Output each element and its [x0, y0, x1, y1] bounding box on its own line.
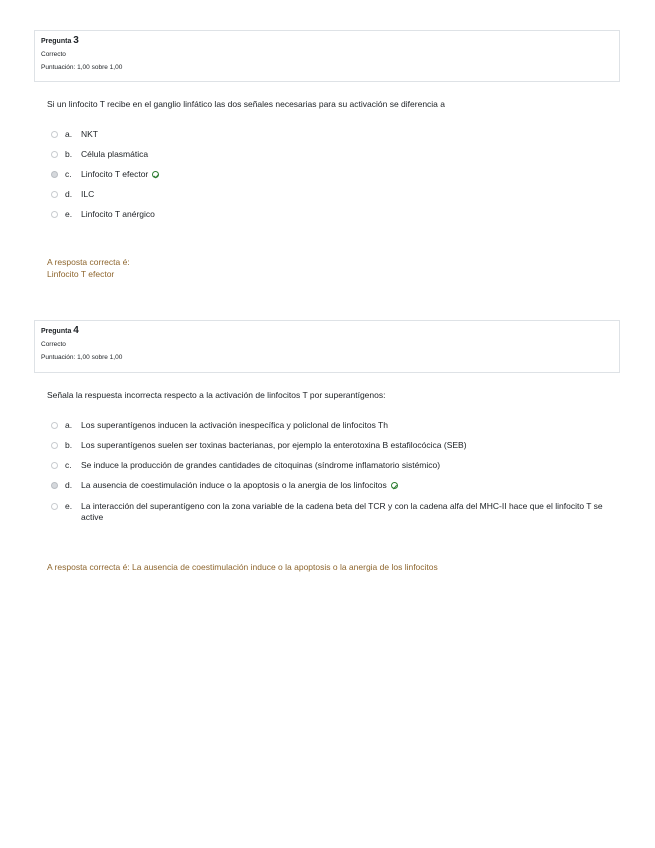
radio-button[interactable]: [51, 131, 58, 138]
option-letter: c.: [65, 460, 72, 470]
answer-option-b[interactable]: [51, 149, 621, 160]
feedback-answer: Linfocito T efector: [47, 269, 115, 279]
answer-option-c[interactable]: [51, 460, 621, 471]
radio-button[interactable]: [51, 462, 58, 469]
radio-button[interactable]: [51, 191, 58, 198]
question-number: [41, 326, 613, 337]
option-letter: a.: [65, 129, 73, 139]
option-text-wrapper: [81, 169, 621, 180]
question-number-value: 4: [73, 325, 79, 336]
option-text: Los superantígenos suelen ser toxinas bacterianas, por ejemplo la enterotoxina B estafilocócica (SEB): [81, 440, 467, 450]
option-letter: a.: [65, 420, 73, 430]
answer-option-e[interactable]: [51, 209, 621, 220]
question-number: [41, 36, 613, 47]
question-grade: Puntuación: 1,00 sobre 1,00: [41, 354, 123, 361]
radio-button[interactable]: [51, 503, 58, 510]
right-answer-feedback: A resposta correcta é: La ausencia de coestimulación induce o la apoptosis o la anergia de los linfocitos: [47, 562, 438, 572]
question-text: Señala la respuesta incorrecta respecto a la activación de linfocitos T por superantígenos:: [47, 390, 386, 400]
question-state: Correcto: [41, 51, 66, 58]
option-text: Linfocito T anérgico: [81, 209, 155, 219]
radio-button-selected[interactable]: [51, 171, 58, 178]
radio-button-selected[interactable]: [51, 482, 58, 489]
option-letter: c.: [65, 169, 72, 179]
answer-option-d[interactable]: [51, 480, 621, 491]
question-label: Pregunta: [41, 328, 72, 335]
right-answer-feedback: [47, 256, 130, 280]
check-circle-icon: [152, 171, 159, 178]
question-state: Correcto: [41, 341, 66, 348]
feedback-label: A resposta correcta é:: [47, 257, 130, 267]
question-info-3: [34, 30, 620, 82]
answer-option-a[interactable]: [51, 129, 621, 140]
answer-option-a[interactable]: [51, 420, 621, 431]
answer-option-d[interactable]: [51, 189, 621, 200]
question-number-value: 3: [73, 35, 79, 46]
question-info-4: [34, 320, 620, 373]
option-text: ILC: [81, 189, 95, 199]
option-letter: b.: [65, 440, 73, 450]
option-letter: e.: [65, 209, 73, 219]
radio-button[interactable]: [51, 151, 58, 158]
radio-button[interactable]: [51, 442, 58, 449]
question-grade: Puntuación: 1,00 sobre 1,00: [41, 64, 123, 71]
option-text-wrapper: [81, 480, 621, 491]
question-label: Pregunta: [41, 38, 72, 45]
option-letter: d.: [65, 480, 73, 490]
option-text: Los superantígenos inducen la activación inespecífica y policlonal de linfocitos Th: [81, 420, 388, 430]
radio-button[interactable]: [51, 211, 58, 218]
option-letter: d.: [65, 189, 73, 199]
answer-option-c[interactable]: [51, 169, 621, 180]
answer-option-b[interactable]: [51, 440, 621, 451]
option-letter: b.: [65, 149, 73, 159]
option-text: La interacción del superantígeno con la zona variable de la cadena beta del TCR y con la cadena alfa del MHC-II hace que el linfocito T se active: [81, 501, 603, 522]
radio-button[interactable]: [51, 422, 58, 429]
option-text: La ausencia de coestimulación induce o la apoptosis o la anergia de los linfocitos: [81, 480, 387, 490]
option-text: Se induce la producción de grandes cantidades de citoquinas (síndrome inflamatorio sistémico): [81, 460, 441, 470]
answer-option-e[interactable]: [51, 501, 621, 523]
option-text: NKT: [81, 129, 98, 139]
question-text: Si un linfocito T recibe en el ganglio linfático las dos señales necesarias para su activación se diferencia a: [47, 99, 446, 109]
option-text: Linfocito T efector: [81, 169, 149, 179]
option-letter: e.: [65, 501, 73, 511]
check-circle-icon: [391, 482, 398, 489]
option-text: Célula plasmática: [81, 149, 149, 159]
